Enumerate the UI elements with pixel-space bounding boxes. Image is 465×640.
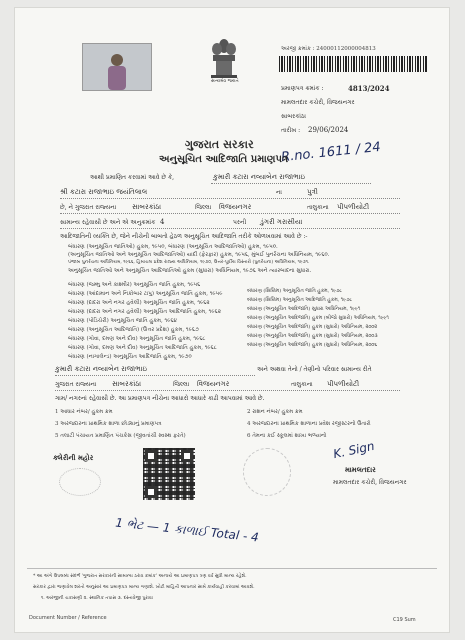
order-left-2: બંધારણ (આંદામાન અને નિકોબાર ટાપુ) અનુસૂચિત જાતિ હુકમ, ૧૯૫૯ xyxy=(68,291,223,297)
schedule-text: સામાન્ય રહેવાસી છે અને એ અનુક્રમાંક xyxy=(60,219,156,226)
footer-note-2: સરકાર દ્વારા જણાવેલ શરતો અનુસાર આ પ્રમાણપત્ર માન્ય ગણાશે. ખોટી માહિતી આપનાર સામે કાર્યવાહી કરવામાં આવશે. xyxy=(33,585,255,590)
applies-to-name: કુમારી કટારા નવ્યાબેન રાજાભાઇ xyxy=(55,365,147,373)
order-left-4: બંધારણ (દાદરા અને નગર હવેલી) અનુસૂચિત આદિજાતિ હુકમ, ૧૯૬૨ xyxy=(68,309,221,315)
application-number: અરજી ક્રમાંક : 24000112000004813 xyxy=(281,46,376,52)
order-left-6: બંધારણ (અનુસૂચિત આદિજાતિ) (ઉત્તર પ્રદેશ) હુકમ, ૧૯૬૭ xyxy=(68,327,199,333)
father-name: શ્રી કટારા રાજાભાઇ જયંતિલાલ xyxy=(60,188,148,196)
issuing-place: સાબરકાંઠા xyxy=(281,113,306,120)
schedule-number: 4 xyxy=(160,218,165,226)
order-right-6: બંધારણ (અનુસૂચિત આદિજાતિ) હુકમ (સુધારો) અધિનિયમ, ૨૦૦૩ xyxy=(247,333,378,339)
footer-note-1: * આ અંગે ઉપલબ્ધ સંદર્ભ 'ગુજરાત સરકારની સામાન્ય ઠરાવ ક્રમાંક' અન્વયે આ પ્રમાણપત્ર ત્રણ વર્ષ સુધી માન્ય રહેશે. xyxy=(33,574,247,579)
footer-note-3: ૧. અરજીની ચકાસણી ૨. સ્થાનિક તપાસ ૩. દસ્તાવેજી પુરાવા xyxy=(41,596,153,601)
intro-text: આથી પ્રમાણિત કરવામાં આવે છે કે, xyxy=(90,174,175,181)
issue-date: 29/06/2024 xyxy=(308,126,349,134)
document-1: 1 આધાર નંબર/ હુકમ ક્રમ xyxy=(55,409,113,415)
issue-date-label: તારીખ : xyxy=(281,127,301,134)
certificate-number: 4813/2024 xyxy=(348,84,390,93)
district: વિજયનગર xyxy=(219,203,252,211)
page-code: C19 Sum xyxy=(393,617,416,623)
handwritten-note: 1 ભેટ — 1 કાળાઈ Total - 4 xyxy=(114,515,260,545)
order-right-5: બંધારણ (અનુસૂચિત આદિજાતિ) હુકમ (સુધારો) અધિનિયમ, ૨૦૦૨ xyxy=(247,324,378,330)
title-government: ગુજરાત સરકાર xyxy=(185,138,254,151)
resident-label: છે, ને ગુજરાત રાજ્યના xyxy=(60,204,117,211)
order-left-9: બંધારણ (નાગાલેન્ડ) અનુસૂચિત આદિજાતિ હુકમ, ૧૯૭૦ xyxy=(68,354,192,360)
caste: ડુંગરી ગરાસીયા xyxy=(260,218,303,226)
tribe-statement: આદિજાતિની વ્યક્તિ છે, જેને નીચેની બાબતો હેઠળ અનુસૂચિત આદિજાતિ તરીકે ઓળખવામાં આવે છે :- xyxy=(60,233,308,240)
officer-signature: K. Sign xyxy=(331,438,376,462)
order-left-8: બંધારણ (ગોવા, દમણ અને દીવ) અનુસૂચિત આદિજાતિ હુકમ, ૧૯૬૮ xyxy=(68,345,217,351)
handwritten-register-number: R.no. 1611 / 24 xyxy=(280,139,382,166)
district2-of: સાબરકાંઠા xyxy=(112,380,142,388)
taluka-label: તાલુકાના xyxy=(307,204,329,211)
emblem-caption: સત્યમેવ જયતે xyxy=(211,79,239,84)
order-left-5: બંધારણ (પોંડિચેરી) અનુસૂચિત જાતિ હુકમ, ૧૯૬૪ xyxy=(68,318,177,324)
taluka2-name: વિજયનગર xyxy=(197,380,230,388)
office-stamp-text: ક્લેરીની મહોર xyxy=(53,453,94,462)
order-right-2: બંધારણ (સિક્કિમ) અનુસૂચિત આદિજાતિ હુકમ, ૧૯૭૮ xyxy=(247,297,353,303)
order-left-3: બંધારણ (દાદરા અને નગર હવેલી) અનુસૂચિત જાતિ હુકમ, ૧૯૬૨ xyxy=(68,300,210,306)
act-line-2: (અનુસૂચિત જાતિઓ અને અનુસૂચિત આદિજાતિઓ) યાદી (ફેરફાર) હુકમ, ૧૯૫૬, મુંબઈ પુનર્રચના અધિનિયમ, ૧૯૬૦. xyxy=(68,252,330,258)
document-5: 5 તલાટી પંચાયત પ્રમાણિત પંચકેસ (જીવતાંચી સ્વસ્થ ફરતે) xyxy=(55,433,186,439)
footer-divider xyxy=(27,568,437,569)
family-text: અને અથવા તેનો / તેણીનો પરિવાર સામાન્ય રીતે xyxy=(257,366,372,373)
issuing-office: મામલતદાર કચેરી, વિજયનગર xyxy=(281,99,355,106)
applicant-name: કુમારી કટારા નવ્યાબેન રાજાભાઇ xyxy=(213,173,305,181)
document-6: 6 તેમના કઈ સ્કૂલમાં શાખા ભળ્યાનો xyxy=(247,433,327,439)
issued-basis-line: ગામ/ નગરનાં રહેવાસી છે. આ પ્રમાણપત્ર નીચેના આધારો આધારે કાઢી આપવામાં આવે છે. xyxy=(55,395,265,402)
act-line-3: પંજાબ પુનર્રચના અધિનિયમ, ૧૯૬૬, હિમાચલ પ્રદેશ રાજ્ય અધિનિયમ, ૧૯૭૦, ઉત્તર-પૂર્વીય વિસ્તારો (પુનર્રચના) અધિનિયમ, ૧૯૭૧. xyxy=(68,260,310,265)
document-2: 2 રાશન નંબર/ હુકમ ક્રમ xyxy=(247,409,303,415)
officer-title: મામલતદાર xyxy=(345,465,376,474)
act-line-1: બંધારણ (અનુસૂચિત જાતિઓ) હુકમ, ૧૯૫૦, બંધારણ (અનુસૂચિત આદિજાતિઓ) હુકમ, ૧૯૫૦. xyxy=(68,244,278,250)
order-right-7: બંધારણ (અનુસૂચિત આદિજાતિ) હુકમ (સુધારો) અધિનિયમ, ૨૦૦૬ xyxy=(247,342,377,348)
order-right-4: બંધારણ (અનુસૂચિત આદિજાતિ) હુકમ (બીજો સુધારો) અધિનિયમ, ૧૯૯૧ xyxy=(247,315,389,321)
title-certificate: અનુસૂચિત આદિજાતિ પ્રમાણપત્ર xyxy=(159,154,289,165)
order-left-7: બંધારણ (ગોવા, દમણ અને દીવ) અનુસૂચિત જાતિ હુકમ, ૧૯૬૮ xyxy=(68,336,206,342)
order-left-1: બંધારણ (જમ્મુ અને કાશ્મીર) અનુસૂચિત જાતિ હુકમ, ૧૯૫૬ xyxy=(68,282,201,288)
relation-label: ના xyxy=(276,189,282,196)
district-label: જિલ્લા xyxy=(195,204,212,211)
act-line-4: અનુસૂચિત જાતિઓ અને અનુસૂચિત આદિજાતિઓ હુકમ (સુધારા) અધિનિયમ, ૧૯૭૬ અને ત્યારબાદના સુધારા. xyxy=(68,268,312,274)
barcode-icon xyxy=(279,56,427,72)
applicant-photo xyxy=(82,43,152,91)
certificate-sheet xyxy=(15,8,449,632)
state-line: ગુજરાત રાજ્યના xyxy=(55,381,97,388)
faded-seal xyxy=(243,448,291,496)
stamp-mark xyxy=(59,468,101,496)
taluka2-label: તાલુકાના xyxy=(291,381,313,388)
district-of: સાબરકાંઠા xyxy=(132,203,162,211)
order-right-3: બંધારણ (અનુસૂચિત આદિજાતિ) સુધારા અધિનિયમ, ૧૯૯૧ xyxy=(247,306,361,312)
caste-label: પરની xyxy=(233,219,247,226)
district2-label: જિલ્લા xyxy=(173,381,190,388)
document-3: 3 અરજદારના પ્રાથમિક શાળા છોડ્યાનું પ્રમાણપત્ર xyxy=(55,421,162,427)
village2: પીપળીયોટી xyxy=(327,380,360,388)
order-right-1: બંધારણ (સિક્કિમ) અનુસૂચિત જાતિ હુકમ, ૧૯૭૮ xyxy=(247,288,343,294)
document-4: 4 અરજદારના પ્રાથમિક શાળાના પ્રવેશ રજીસ્ટરનો ઉતારો xyxy=(247,421,371,427)
qr-code-icon xyxy=(143,448,195,500)
officer-office: મામલતદાર કચેરી, વિજયનગર xyxy=(333,479,407,486)
village: પીપળીયોટી xyxy=(337,203,370,211)
footer-tag: Document Number / Reference xyxy=(29,615,107,621)
relation: પુત્રી xyxy=(307,188,318,196)
certificate-number-label: પ્રમાણપત્ર ક્રમાંક : xyxy=(281,85,324,92)
